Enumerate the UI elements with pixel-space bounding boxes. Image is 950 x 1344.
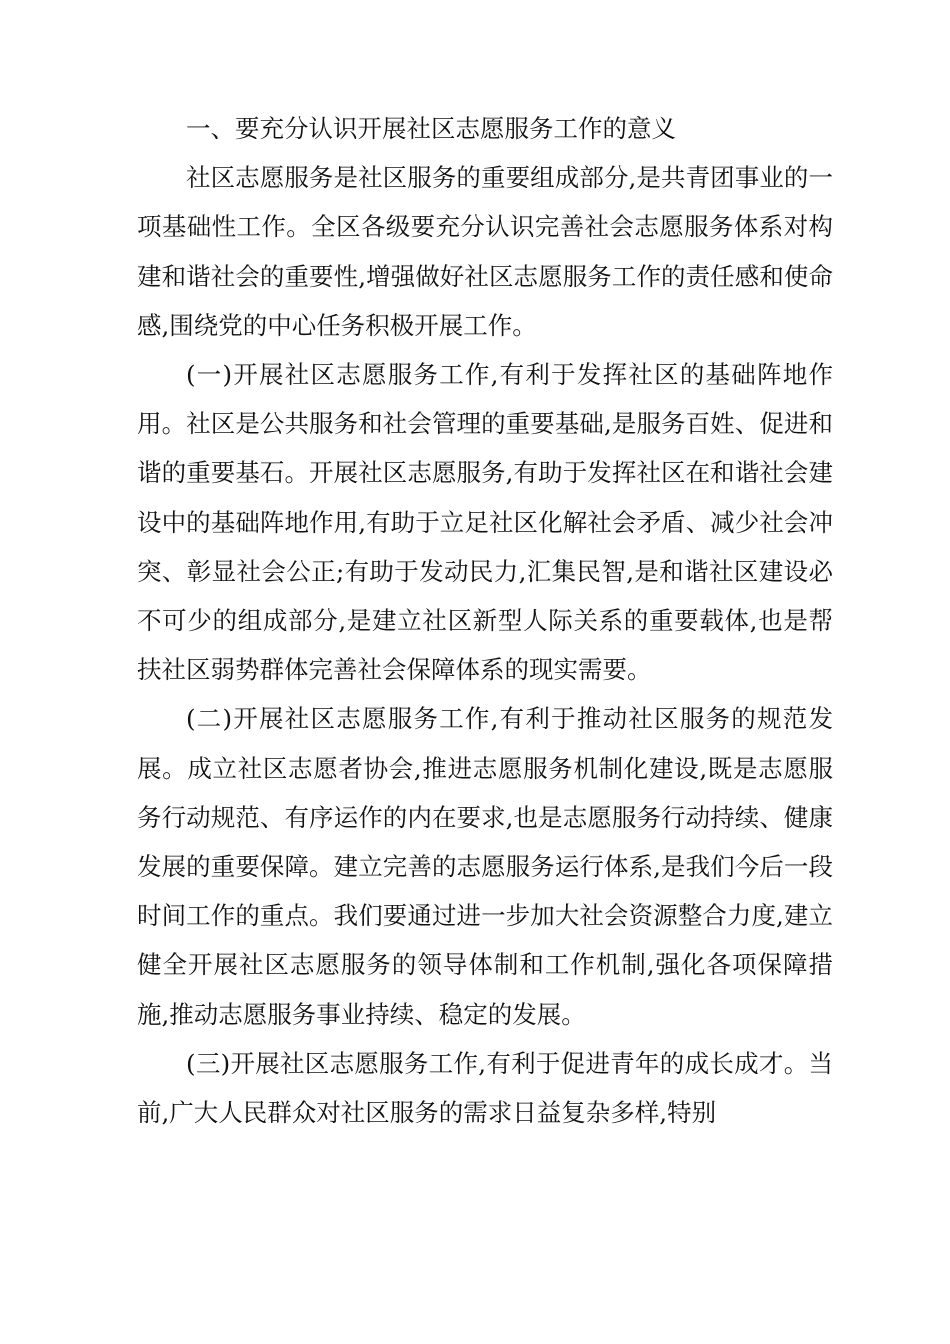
paragraph-point-1: (一)开展社区志愿服务工作,有利于发挥社区的基础阵地作用。社区是公共服务和社会管理的重要基础,是服务百姓、促进和谐的重要基石。开展社区志愿服务,有助于发挥社区在和谐社会建设中的基础阵地作用,有助于立足社区化解社会矛盾、减少社会冲突、彰显社会公正;有助于发动民力,汇集民智,是和谐社区建设必不可少的组成部分,是建立社区新型人际关系的重要载体,也是帮扶社区弱势群体完善社会保障体系的现实需要。	[137, 360, 833, 685]
paragraph-point-2: (二)开展社区志愿服务工作,有利于推动社区服务的规范发展。成立社区志愿者协会,推进志愿服务机制化建设,既是志愿服务行动规范、有序运作的内在要求,也是志愿服务行动持续、健康发展的重要保障。建立完善的志愿服务运行体系,是我们今后一段时间工作的重点。我们要通过进一步加大社会资源整合力度,建立健全开展社区志愿服务的领导体制和工作机制,强化各项保障措施,推动志愿服务事业持续、稳定的发展。	[137, 704, 833, 1029]
section-heading: 一、要充分认识开展社区志愿服务工作的意义	[186, 114, 676, 143]
paragraph-point-3: (三)开展社区志愿服务工作,有利于促进青年的成长成才。当前,广大人民群众对社区服务的需求日益复杂多样,特别	[137, 1048, 833, 1128]
document-body	[137, 104, 833, 1137]
paragraph-intro: 社区志愿服务是社区服务的重要组成部分,是共青团事业的一项基础性工作。全区各级要充分认识完善社会志愿服务体系对构建和谐社会的重要性,增强做好社区志愿服务工作的责任感和使命感,围绕党的中心任务积极开展工作。	[137, 163, 833, 340]
